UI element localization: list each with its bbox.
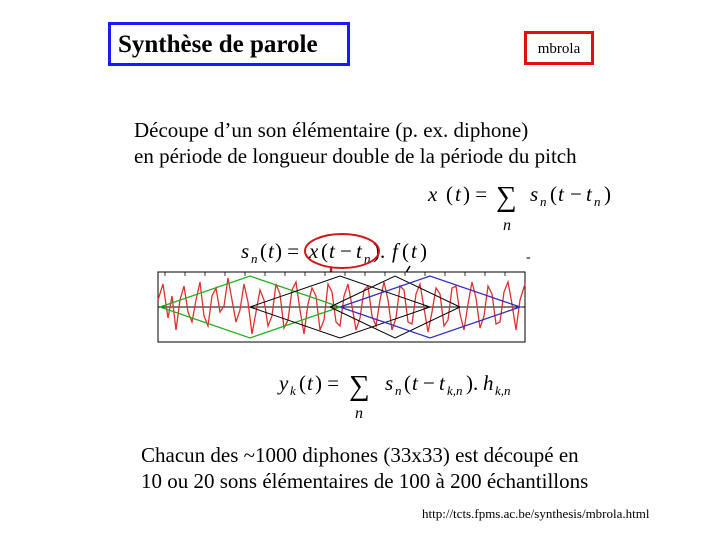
svg-text:x: x [428,182,438,206]
svg-text:t: t [307,371,313,395]
svg-text:n: n [395,383,402,398]
svg-text:k,n: k,n [447,383,463,398]
svg-text:t: t [412,371,418,395]
svg-text:s: s [385,371,394,395]
svg-text:n: n [364,251,371,266]
svg-text:t: t [439,371,445,395]
svg-text:n: n [251,251,258,266]
svg-text:(: ( [404,371,411,395]
source-url: http://tcts.fpms.ac.be/synthesis/mbrola.html [422,506,650,521]
svg-text:t: t [558,182,564,206]
svg-text:) =: ) = [275,239,300,263]
svg-text:n: n [540,194,547,209]
waveform-plot [158,272,525,342]
svg-text:(: ( [260,239,267,263]
svg-text:) =: ) = [315,371,340,395]
svg-text:): ) [420,239,427,263]
formula-windowing [241,239,427,266]
svg-text:−: − [423,371,435,395]
intro-line-2: en période de longueur double de la période du pitch [134,144,577,168]
svg-text:t: t [329,239,335,263]
svg-text:): ) [604,182,611,206]
svg-text:).: ). [373,239,386,263]
svg-text:f: f [392,239,398,263]
svg-text:x: x [309,239,319,263]
svg-text:h: h [483,371,494,395]
mbrola-tag: mbrola [524,31,594,65]
svg-text:(: ( [402,239,409,263]
svg-text:y: y [279,371,289,395]
svg-text:t: t [268,239,274,263]
formula-resynthesis [277,370,511,422]
svg-text:s: s [241,239,250,263]
summary-line-2: 10 ou 20 sons élémentaires de 100 à 200 échantillons [141,469,589,493]
svg-text:∑: ∑ [496,181,517,213]
svg-text:−: − [340,239,352,263]
svg-text:∑: ∑ [349,370,370,402]
intro-line-1: Découpe d’un son élémentaire (p. ex. diphone) [134,118,529,142]
slide-title: Synthèse de parole [108,22,350,66]
svg-text:) =: ) = [463,182,488,206]
svg-text:t: t [455,182,461,206]
svg-text:(: ( [550,182,557,206]
svg-text:t: t [586,182,592,206]
stray-mark: - [526,250,531,265]
svg-text:(: ( [299,371,306,395]
svg-text:(: ( [321,239,328,263]
svg-text:k: k [290,383,296,398]
summary-line-1: Chacun des ~1000 diphones (33x33) est découpé en [141,443,579,467]
formula-overlap-add [427,181,611,234]
svg-text:−: − [570,182,582,206]
svg-text:).: ). [466,371,479,395]
svg-text:k,n: k,n [495,383,511,398]
svg-text:(: ( [446,182,453,206]
svg-text:t: t [356,239,362,263]
svg-text:n: n [503,217,511,234]
svg-text:n: n [594,194,601,209]
summary-paragraph [141,442,588,494]
svg-text:s: s [530,182,539,206]
svg-text:n: n [355,405,363,422]
svg-text:t: t [411,239,417,263]
